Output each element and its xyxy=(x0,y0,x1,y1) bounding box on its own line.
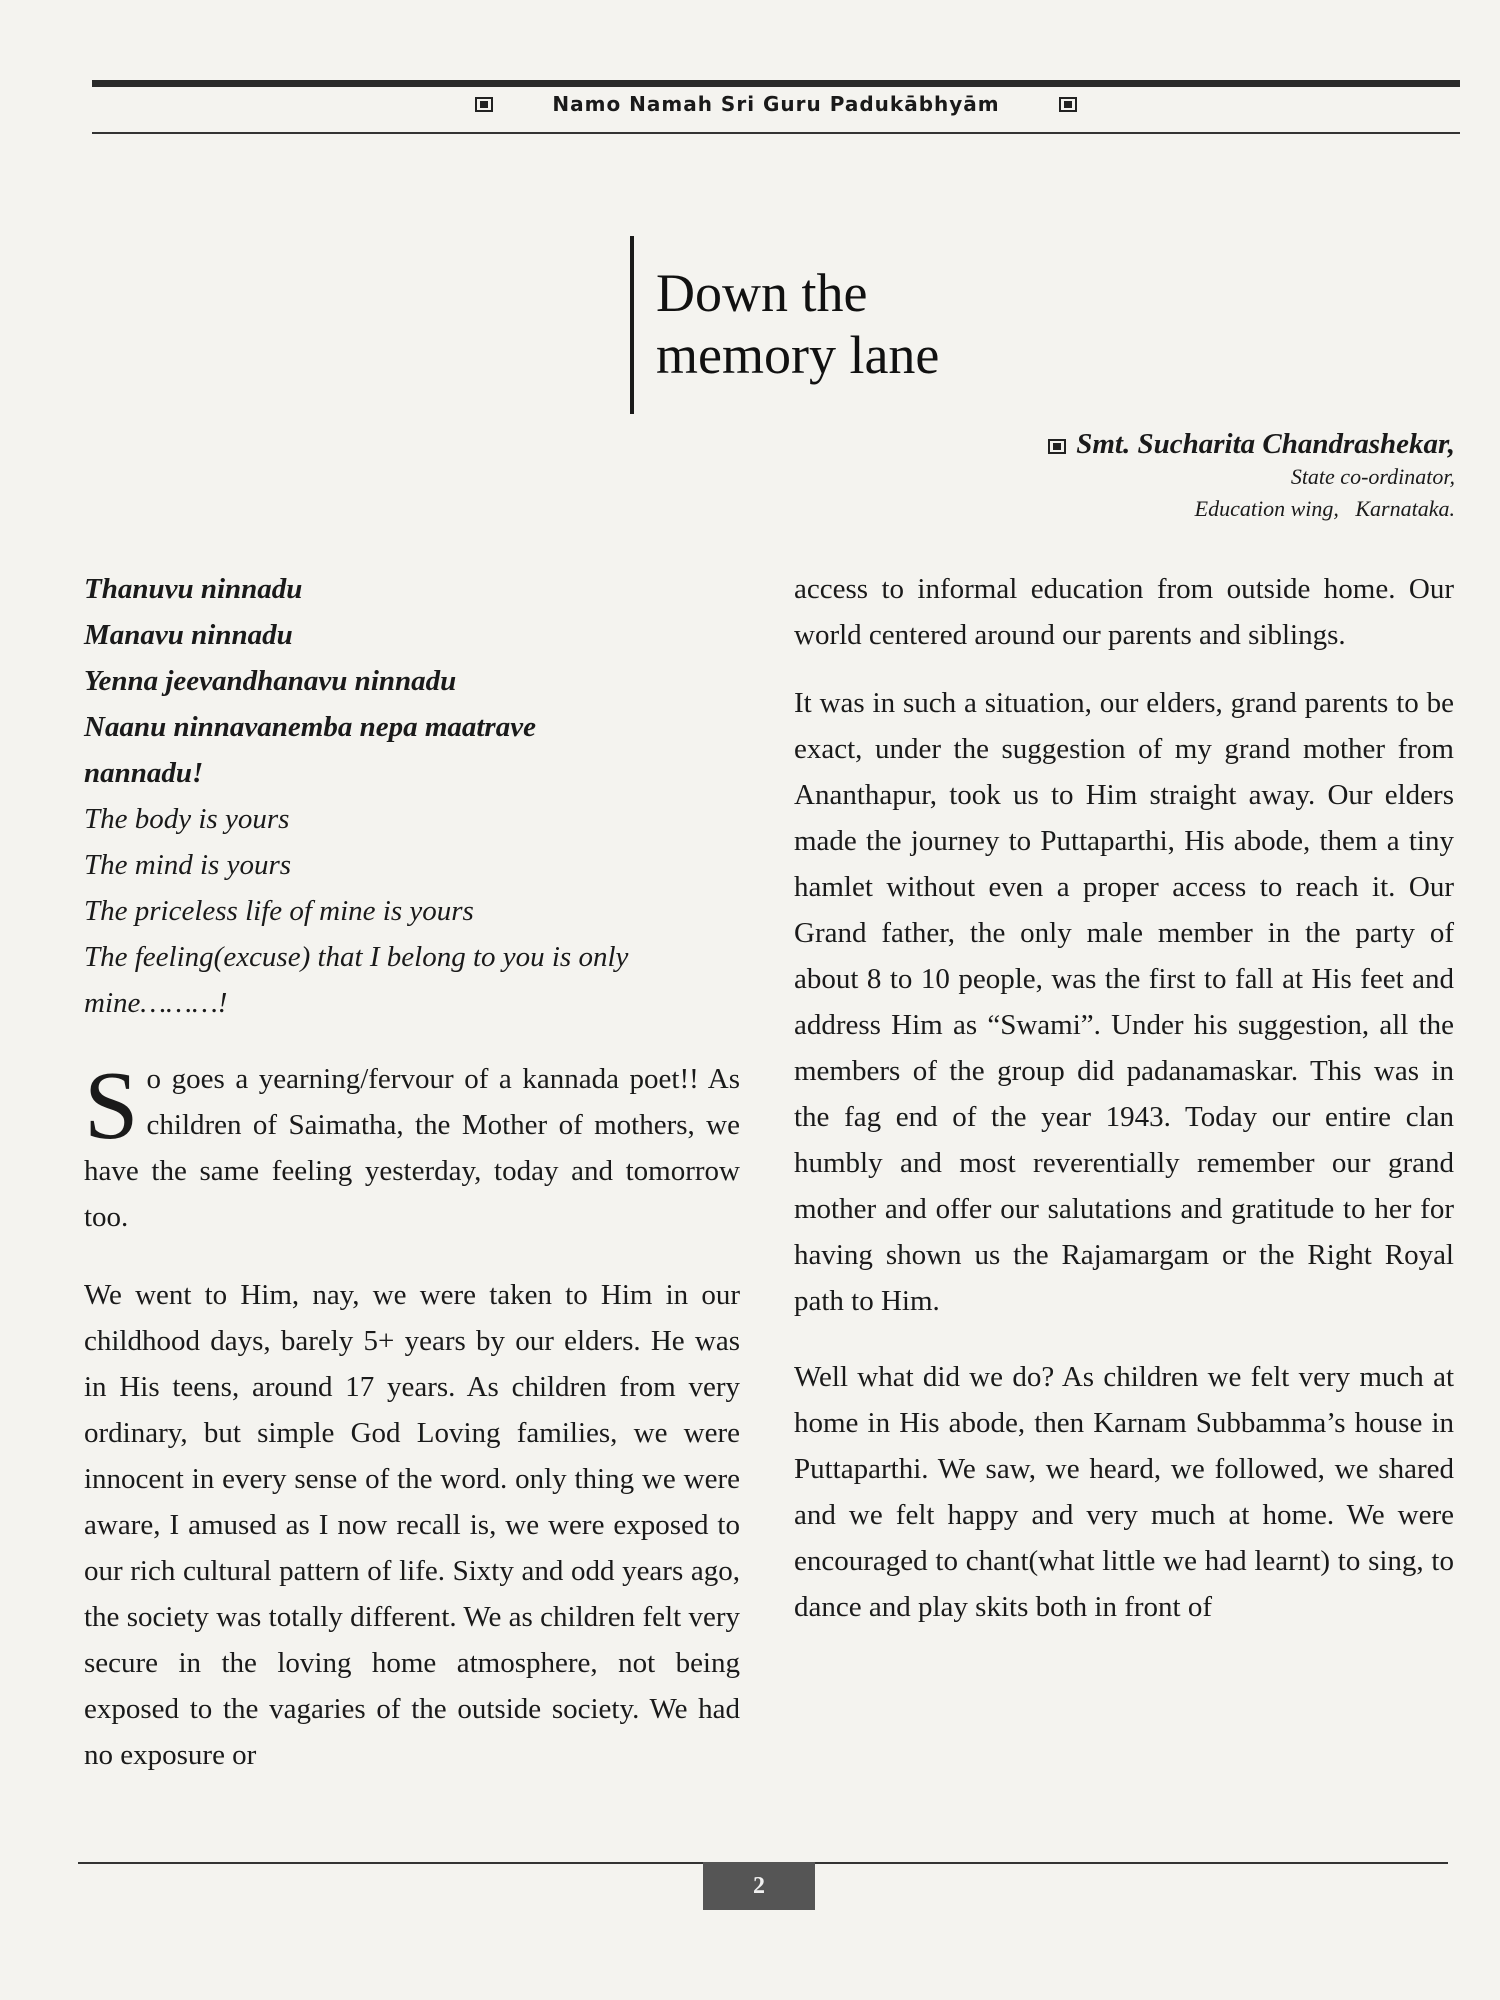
author-name xyxy=(1048,428,1455,461)
poem-english-line: The priceless life of mine is yours xyxy=(84,895,474,927)
author-block xyxy=(1048,428,1455,525)
poem-english-line: The mind is yours xyxy=(84,849,292,881)
author-name-text: Smt. Sucharita Chandrashekar, xyxy=(1076,428,1455,460)
poem-english-line: The feeling(excuse) that I belong to you is only xyxy=(84,941,629,973)
paragraph-continued: access to informal education from outside home. Our world centered around our parents and siblings. xyxy=(794,573,1454,651)
paragraph-journey: It was in such a situation, our elders, grand parents to be exact, under the suggestion of my grand mother from Ananthapur, took us to Him straight away. Our elders made the journey to Puttaparthi, His abode, them a tiny hamlet without even a proper access to reach it. Our Grand father, the only male member in the party of about 8 to 10 people, was the first to fall at His feet and address Him as “Swami”. Under his suggestion, all the members of the group did padanamaskar. This was in the fag end of the year 1943. Today our entire clan humbly and most reverentially remember our grand mother and offer our salutations and gratitude to her for having shown us the Rajamargam or the Right Royal path to Him. xyxy=(794,687,1454,1317)
poem-kannada-line: nannadu! xyxy=(84,757,204,789)
page-number: 2 xyxy=(703,1862,815,1910)
poem-kannada-line: Naanu ninnavanemba nepa maatrave xyxy=(84,711,536,743)
author-role-2: Education wing, Karnataka. xyxy=(1194,496,1455,521)
paragraph-childhood: We went to Him, nay, we were taken to Him in our childhood days, barely 5+ years by our elders. He was in His teens, around 17 years. As children from very ordinary, but simple God Loving families, we were innocent in every sense of the word. only thing we were aware, I amused as I now recall is, we were exposed to our rich cultural pattern of life. Sixty and odd years ago, the society was totally different. We as children felt very secure in the loving home atmosphere, not being exposed to the vagaries of the outside society. We had no exposure or xyxy=(84,1279,740,1771)
square-bullet-icon xyxy=(1048,439,1066,454)
left-column xyxy=(84,566,740,1778)
right-column xyxy=(794,566,1454,1630)
title-line-2: memory lane xyxy=(656,325,940,385)
header-rule-thick xyxy=(92,80,1460,87)
square-bullet-icon xyxy=(475,97,493,112)
poem-english-line: The body is yours xyxy=(84,803,290,835)
running-header xyxy=(92,92,1460,124)
drop-cap: S xyxy=(84,1052,139,1160)
poem-kannada-line: Manavu ninnadu xyxy=(84,619,293,651)
header-rule-thin xyxy=(92,132,1460,134)
article-title xyxy=(656,262,939,386)
poem-kannada-line: Thanuvu ninnadu xyxy=(84,573,303,605)
paragraph-intro xyxy=(84,1052,740,1240)
paragraph-abode: Well what did we do? As children we felt very much at home in His abode, then Karnam Subbamma’s house in Puttaparthi. We saw, we heard, we followed, we shared and we felt happy and very much at home. We were encouraged to chant(what little we had learnt) to sing, to dance and play skits both in front of xyxy=(794,1361,1454,1623)
square-bullet-icon xyxy=(1059,97,1077,112)
title-line-1: Down the xyxy=(656,263,868,323)
author-role-1: State co-ordinator, xyxy=(1290,464,1455,489)
poem-english-line: mine………! xyxy=(84,987,228,1019)
poem-kannada-line: Yenna jeevandhanavu ninnadu xyxy=(84,665,457,697)
paragraph-intro-text: o goes a yearning/fervour of a kannada poet!! As children of Saimatha, the Mother of mothers, we have the same feeling yesterday, today and tomorrow too. xyxy=(84,1063,740,1233)
title-vertical-bar xyxy=(630,236,634,414)
running-header-text: Namo Namah Sri Guru Padukābhyām xyxy=(552,92,1000,116)
